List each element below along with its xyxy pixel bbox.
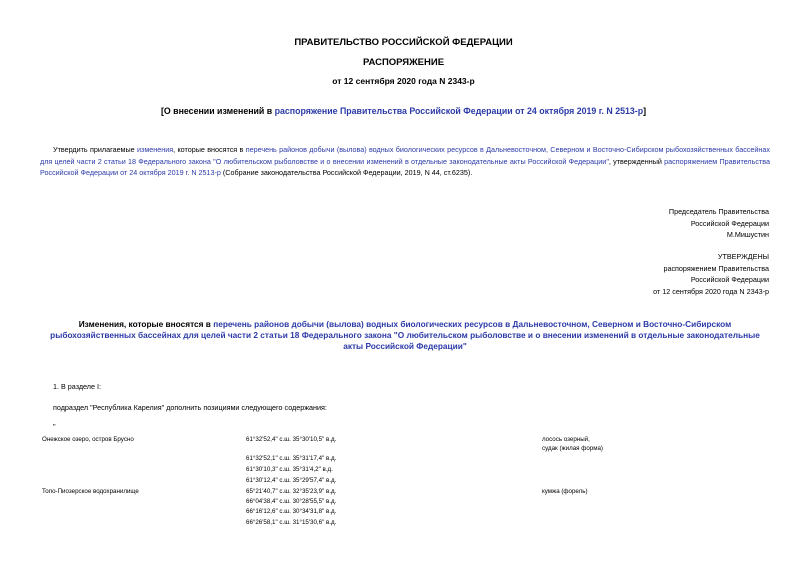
signature-country: Российской Федерации	[690, 218, 769, 228]
link-decree[interactable]: распоряжением Правительства Российской Федерации от 24 октября 2019 г. N 2513-р	[40, 156, 770, 177]
approved-title: УТВЕРЖДЕНЫ	[717, 252, 769, 261]
government-title: ПРАВИТЕЛЬСТВО РОССИЙСКОЙ ФЕДЕРАЦИИ	[294, 37, 513, 48]
section-label: 1. В разделе I:	[53, 382, 101, 391]
doc-date-number: от 12 сентября 2020 года N 2343-р	[332, 76, 475, 86]
title-suffix: ]	[643, 106, 647, 116]
link-changes[interactable]: изменения	[137, 145, 174, 154]
table-cell-place: Топо-Пиозерское водохранилище	[42, 488, 139, 495]
paragraph-text-3: , утвержденный	[608, 156, 665, 166]
table-cell-coord: 66°16'12,6" с.ш. 30°34'31,8" в.д.	[246, 508, 337, 515]
table-cell-coord: 61°30'12,4" с.ш. 35°29'57,4" в.д.	[246, 477, 337, 484]
title-link[interactable]: распоряжение Правительства Российской Федерации от 24 октября 2019 г. N 2513-р	[274, 106, 644, 116]
paragraph-text-2: , которые вносятся в	[173, 145, 246, 154]
table-cell-coord: 66°26'58,1" с.ш. 31°15'30,6" в.д.	[246, 519, 337, 526]
approved-by: распоряжением Правительства	[663, 263, 769, 273]
signature-name: М.Мишустин	[726, 230, 769, 239]
paragraph-text-1: Утвердить прилагаемые	[53, 145, 138, 154]
subsection-text: подраздел "Республика Карелия" дополнить позициями следующего содержания:	[53, 403, 327, 412]
table-cell-coord: 61°30'10,3" с.ш. 35°31'4,2" в.д.	[246, 466, 333, 473]
paragraph-text-4: (Собрание законодательства Российской Федерации, 2019, N 44, ст.6235).	[220, 168, 473, 177]
signature-position: Председатель Правительства	[668, 207, 769, 216]
table-cell-species: лосось озерный,	[542, 436, 590, 443]
doc-type: РАСПОРЯЖЕНИЕ	[362, 57, 445, 68]
table-cell-coord: 65°21'40,7" с.ш. 32°35'23,9" в.д.	[246, 488, 337, 495]
changes-prefix: Изменения, которые вносятся в	[78, 319, 214, 329]
changes-heading	[40, 319, 770, 352]
link-list[interactable]: перечень районов добычи (вылова) водных биологических ресурсов в Дальневосточном, Северном и Восточно-Сибирском рыбохозяйственных бассейнах для целей части 2 статьи 18 Федерального закона "О любительском рыболовстве и о внесении изменений в отдельные законодательные акты Российской Федерации"	[40, 145, 770, 166]
approved-country: Российской Федерации	[690, 275, 769, 284]
approved-date: от 12 сентября 2020 года N 2343-р	[653, 286, 769, 296]
table-cell-coord: 61°32'52,4" с.ш. 35°30'10,5" в.д.	[246, 436, 337, 443]
table-cell-coord: 61°32'52,1" с.ш. 35°31'17,4" в.д.	[246, 455, 337, 462]
table-cell-species: судак (жилая форма)	[542, 445, 603, 452]
changes-link[interactable]: перечень районов добычи (вылова) водных биологических ресурсов в Дальневосточном, Северном и Восточно-Сибирском рыбохозяйственных бассейнах для целей части 2 статьи 18 Федерального закона "О любительском рыболовстве и о внесении изменений в отдельные законодательные акты Российской Федерации"	[50, 319, 760, 351]
table-cell-species: кумжа (форель)	[542, 488, 588, 495]
signature-block	[669, 206, 769, 241]
quote-mark: "	[53, 422, 56, 431]
doc-title	[0, 106, 807, 116]
title-prefix: [О внесении изменений в	[160, 106, 275, 116]
table-cell-place: Онежское озеро, остров Брусно	[42, 436, 134, 443]
main-paragraph	[40, 144, 770, 179]
approved-block	[653, 251, 769, 297]
table-cell-coord: 66°04'38,4" с.ш. 30°28'55,5" в.д.	[246, 498, 337, 505]
